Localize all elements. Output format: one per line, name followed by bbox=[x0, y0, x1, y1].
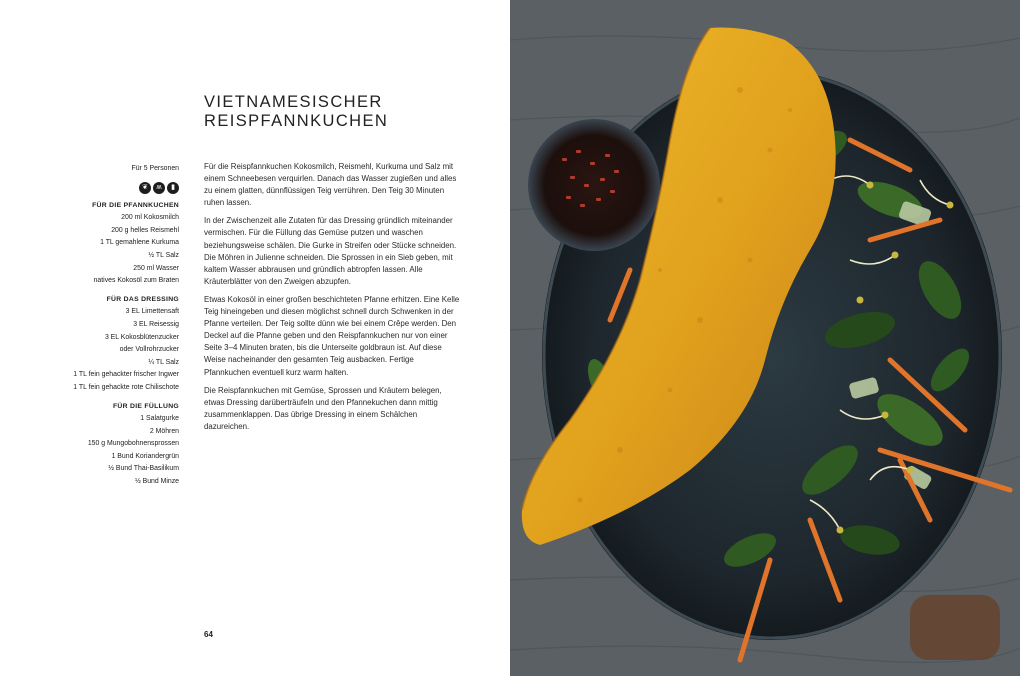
ingredient-item: ½ Bund Thai-Basilikum bbox=[108, 465, 179, 473]
ingredients-sidebar bbox=[0, 163, 179, 489]
vegan-icon: ❦ bbox=[139, 182, 151, 194]
ingredient-item: 200 ml Kokosmilch bbox=[121, 214, 179, 222]
lactosefree-icon: ▮ bbox=[167, 182, 179, 194]
ingredients-heading-filling: FÜR DIE FÜLLUNG bbox=[112, 402, 179, 410]
ingredient-item: 1 TL fein gehackte rote Chilischote bbox=[73, 383, 179, 391]
ingredient-item: 3 EL Kokosblütenzucker bbox=[104, 333, 179, 341]
glutenfree-icon: ʍ bbox=[153, 182, 165, 194]
ingredient-item: 1 Bund Koriandergrün bbox=[111, 452, 179, 460]
ingredient-item: ½ TL Salz bbox=[148, 251, 179, 259]
ingredient-item: ¼ TL Salz bbox=[148, 358, 179, 366]
instruction-paragraph: Für die Reispfannkuchen Kokosmilch, Reismehl, Kurkuma und Salz mit einem Schneebesen verquirlen. Danach das Wasser zugießen und alles zu einem glatten, dünnflüssigen Teig verrühren. Den Teig 30 Minuten ruhen lassen. bbox=[204, 162, 457, 208]
instruction-paragraph: In der Zwischenzeit alle Zutaten für das Dressing gründlich miteinander vermischen. Für die Füllung das Gemüse putzen und waschen beziehungsweise schälen. Die Gurke in Streifen oder Stücke schneiden. Die Möhren in Julienne schneiden. Die Sprossen in ein Sieb geben, mit kaltem Wasser abbrausen und gründlich abtropfen lassen. Alle Kräuterblätter von den Zweigen abzupfen. bbox=[204, 216, 457, 286]
page-number: 64 bbox=[204, 630, 213, 639]
servings: Für 5 Personen bbox=[131, 165, 179, 172]
instruction-paragraph: Etwas Kokosöl in einer großen beschichteten Pfanne erhitzen. Eine Kelle Teig hineingeben und diesen möglichst schnell durch Schwenken in der Pfanne verteilen. Der Teig sollte dünn wie bei einem Crêpe werden. Den Deckel auf die Pfanne geben und den Reispfannkuchen nur von einer Seite 3–4 Minuten braten, bis die Unterseite goldbraun ist. Auf diese Weise nacheinander den gesamten Teig ausbacken. Fertige Pfannkuchen eventuell kurz warm halten. bbox=[204, 294, 460, 377]
ingredients-heading-dressing: FÜR DAS DRESSING bbox=[106, 295, 179, 303]
diet-icons bbox=[0, 182, 179, 194]
ingredient-item: 3 EL Limettensaft bbox=[125, 308, 179, 316]
dressing-bowl bbox=[528, 119, 660, 251]
ingredient-item: 1 Salatgurke bbox=[140, 415, 179, 423]
ingredient-item: natives Kokosöl zum Braten bbox=[93, 277, 179, 285]
ingredient-item: ½ Bund Minze bbox=[134, 478, 179, 486]
food-photo bbox=[510, 0, 1020, 676]
ingredient-item: oder Vollrohrzucker bbox=[119, 346, 179, 354]
recipe-title-line-2: REISPFANNKUCHEN bbox=[204, 112, 389, 130]
instruction-paragraph: Die Reispfannkuchen mit Gemüse, Sprossen und Kräutern belegen, etwas Dressing darüberträufeln und den Pfannekuchen dann mittig zusammenklappen. Das übrige Dressing in einem Schälchen dazureichen. bbox=[204, 385, 442, 431]
ingredient-item: 2 Möhren bbox=[149, 427, 179, 435]
ingredient-item: 3 EL Reisessig bbox=[133, 320, 179, 328]
rust-spot bbox=[910, 595, 1000, 660]
ingredient-item: 1 TL fein gehackter frischer Ingwer bbox=[73, 371, 179, 379]
instructions bbox=[204, 161, 462, 439]
recipe-title-line-1: VIETNAMESISCHER bbox=[204, 93, 383, 111]
pancake-plate-illustration bbox=[510, 0, 1020, 676]
ingredients-heading-pancake: FÜR DIE PFANNKUCHEN bbox=[92, 201, 179, 209]
ingredient-item: 150 g Mungobohnensprossen bbox=[87, 440, 179, 448]
recipe-title bbox=[204, 93, 388, 131]
ingredient-item: 1 TL gemahlene Kurkuma bbox=[100, 239, 179, 247]
ingredient-item: 250 ml Wasser bbox=[133, 264, 179, 272]
ingredient-item: 200 g helles Reismehl bbox=[111, 226, 179, 234]
